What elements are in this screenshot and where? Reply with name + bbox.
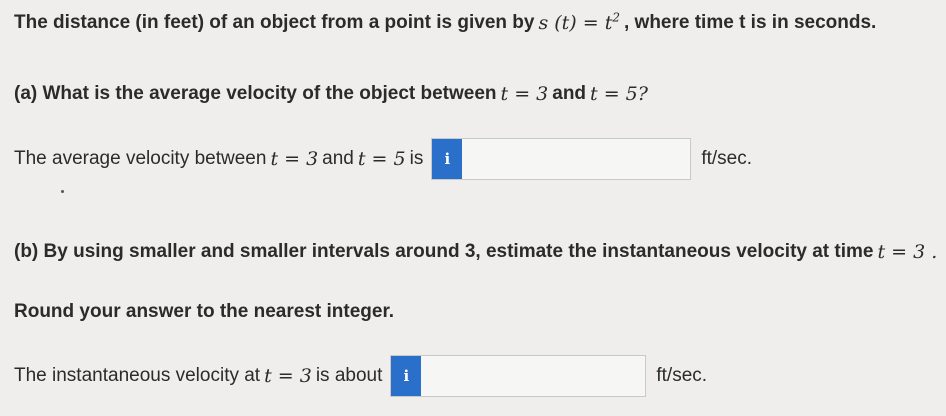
info-icon[interactable]: i xyxy=(432,139,462,179)
part-a-answer-line: The average velocity between t = 3 and t = 5 is i ft/sec. xyxy=(14,138,752,180)
part-a-question: (a) What is the average velocity of the object between t = 3 and t = 5? xyxy=(14,83,648,105)
average-velocity-answer xyxy=(431,138,691,180)
intro-line xyxy=(14,12,876,34)
intro-prefix: The distance (in feet) of an object from a point is given by xyxy=(14,12,535,33)
info-icon[interactable]: i xyxy=(391,356,421,396)
stray-mark xyxy=(61,190,64,193)
function-expression: s $(t) = t^2$ xyxy=(538,10,620,34)
instantaneous-velocity-answer xyxy=(390,355,646,397)
part-b-question: (b) By using smaller and smaller intervals around 3, estimate the instantaneous velocity at time t = 3 . xyxy=(14,241,938,263)
unit-label: ft/sec. xyxy=(701,148,753,169)
average-velocity-input[interactable] xyxy=(462,139,690,179)
part-b-answer-line: The instantaneous velocity at t = 3 is about i ft/sec. xyxy=(14,355,707,397)
round-note: Round your answer to the nearest integer. xyxy=(14,301,395,322)
intro-suffix: , where time t is in seconds. xyxy=(623,12,877,33)
instantaneous-velocity-input[interactable] xyxy=(421,356,645,396)
unit-label: ft/sec. xyxy=(656,365,708,386)
